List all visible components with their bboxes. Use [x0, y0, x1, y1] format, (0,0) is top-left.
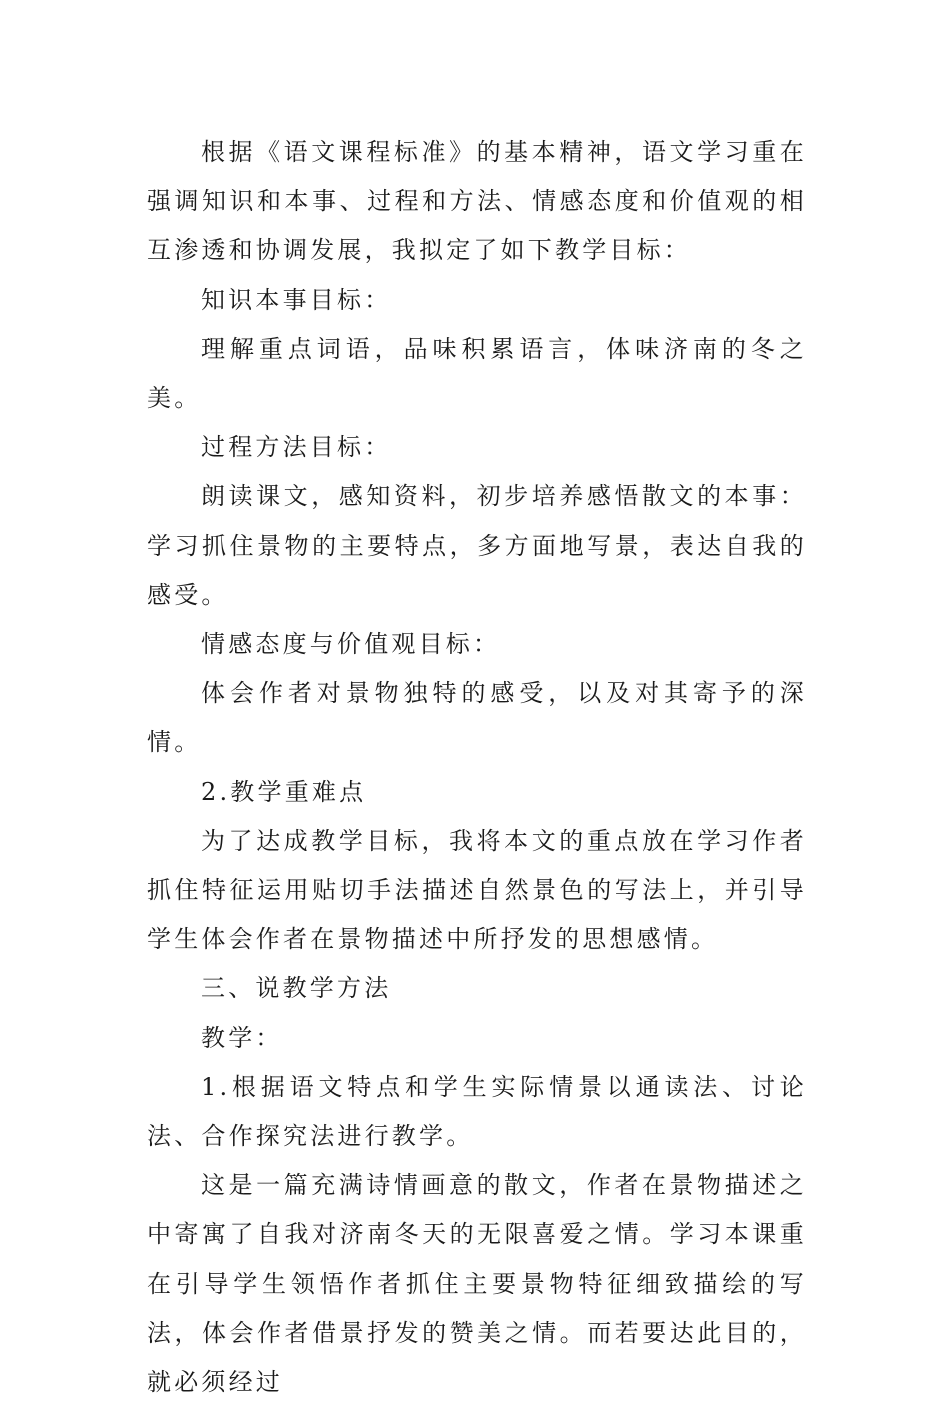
heading-key-points: 2.教学重难点 — [201, 777, 367, 806]
heading-process-goal: 过程方法目标： — [201, 433, 392, 462]
paragraph-process-goal: 朗读课文，感知资料，初步培养感悟散文的本事：学习抓住景物的主要特点，多方面地写景，表达自我的感受。 — [147, 482, 807, 609]
document-body — [147, 128, 807, 1407]
paragraph-knowledge-goal: 理解重点词语，品味积累语言，体味济南的冬之美。 — [147, 334, 807, 413]
paragraph-intro: 根据《语文课程标准》的基本精神，语文学习重在强调知识和本事、过程和方法、情感态度和价值观的相互渗透和协调发展，我拟定了如下教学目标： — [147, 138, 807, 265]
heading-teaching-methods: 三、说教学方法 — [201, 974, 392, 1003]
paragraph-method-explanation: 这是一篇充满诗情画意的散文，作者在景物描述之中寄寓了自我对济南冬天的无限喜爱之情。学习本课重在引导学生领悟作者抓住主要景物特征细致描绘的写法，体会作者借景抒发的赞美之情。而若要达此目的，就必须经过 — [147, 1171, 807, 1397]
paragraph-emotion-goal: 体会作者对景物独特的感受，以及对其寄予的深情。 — [147, 679, 807, 757]
paragraph-method-1: 1.根据语文特点和学生实际情景以通读法、讨论法、合作探究法进行教学。 — [147, 1072, 807, 1151]
paragraph-key-points: 为了达成教学目标，我将本文的重点放在学习作者抓住特征运用贴切手法描述自然景色的写法上，并引导学生体会作者在景物描述中所抒发的思想感情。 — [147, 826, 807, 954]
heading-emotion-goal: 情感态度与价值观目标： — [201, 630, 501, 659]
heading-knowledge-goal: 知识本事目标： — [201, 285, 392, 314]
heading-teaching: 教学： — [201, 1023, 283, 1052]
